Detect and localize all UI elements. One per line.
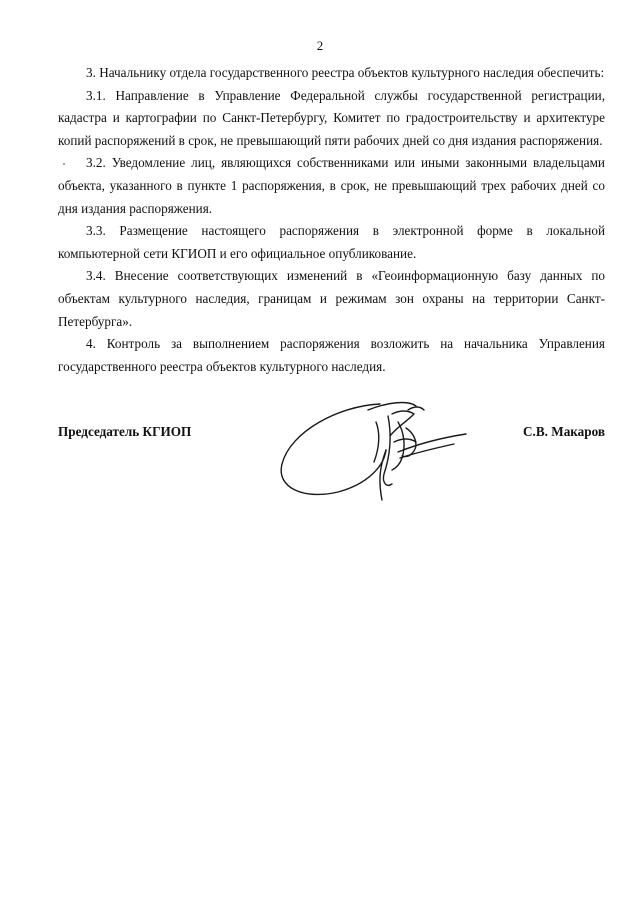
paragraph-3-1: 3.1. Направление в Управление Федеральной службы государственной регистрации, кадастра и картографии по Санкт-Петербургу, Комитет по градостроительству и архитектуре копий распоряжений в срок, не превышающий пяти рабочих дней со дня издания распоряжения.: [58, 87, 605, 148]
paragraph-4: 4. Контроль за выполнением распоряжения возложить на начальника Управления государственного реестра объектов культурного наследия.: [58, 336, 605, 374]
page-number: 2: [316, 38, 324, 53]
signatory-title: Председатель КГИОП: [58, 424, 192, 439]
paragraph-3: 3. Начальнику отдела государственного реестра объектов культурного наследия обеспечить:: [86, 65, 605, 80]
paragraph-3-4: 3.4. Внесение соответствующих изменений в «Геоинформационную базу данных по объектам культурного наследия, границам и режимам зон охраны на территории Санкт-Петербурга».: [58, 268, 605, 329]
signatory-name: С.В. Макаров: [523, 424, 605, 439]
paragraph-3-2: 3.2. Уведомление лиц, являющихся собственниками или иными законными владельцами объекта, указанного в пункте 1 распоряжения, в срок, не превышающий трех рабочих дней со дня издания распоряжения.: [58, 155, 605, 216]
handwritten-signature: [268, 392, 478, 512]
paragraph-3-3: 3.3. Размещение настоящего распоряжения в электронной форме в локальной компьютерной сети КГИОП и его официальное опубликование.: [58, 223, 605, 261]
scan-speck: [63, 163, 65, 165]
document-body: [58, 62, 605, 378]
